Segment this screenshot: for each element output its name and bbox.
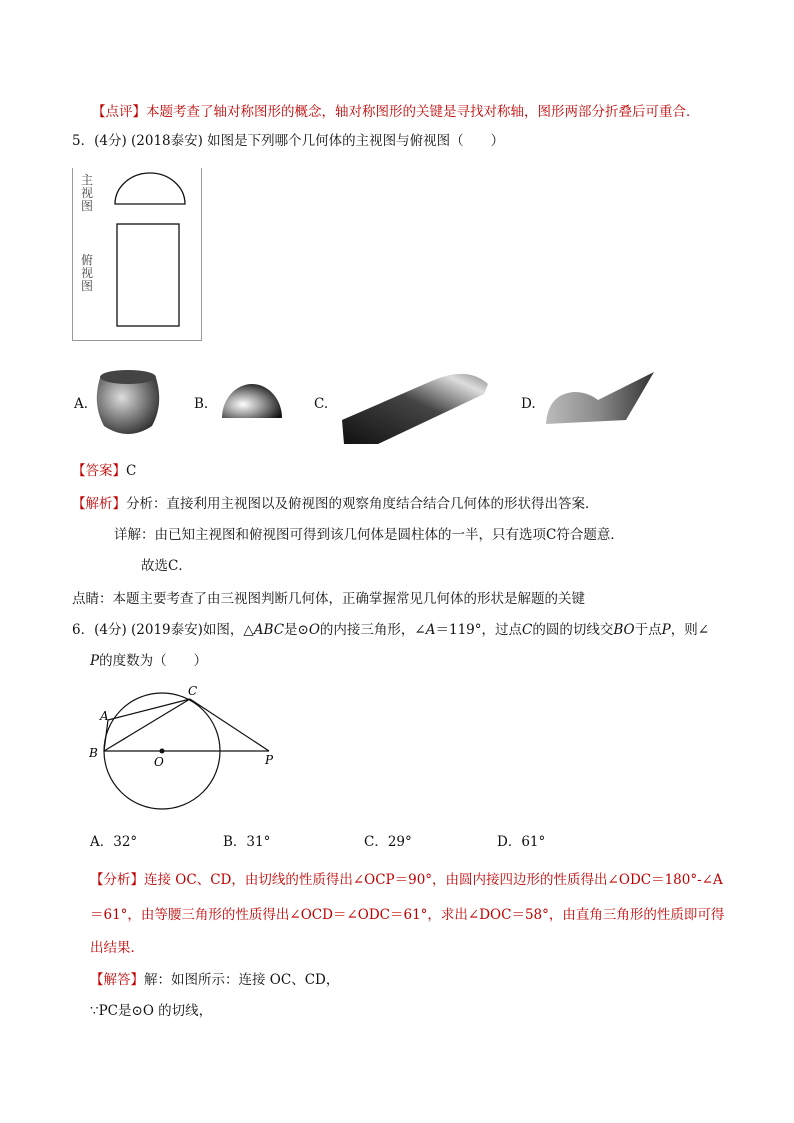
q6-analysis-text1: 连接 OC、CD，由切线的性质得出∠OCP＝90°，由圆内接四边形的性质得出∠ODC＝180°-∠A [144,872,723,888]
segment-ba [104,720,108,751]
label-p: P [265,753,274,767]
q6-stem-line1 [72,620,709,640]
q5-option-c-half-cylinder [338,364,498,448]
analysis-tag: 【解析】 [72,496,126,512]
segment-bc [104,699,190,751]
front-view-semicircle [115,173,185,204]
top-view-label: 俯视图 [81,253,94,293]
answer-tag: 【答案】 [72,463,126,479]
q6-analysis-line3: 出结果． [90,940,144,956]
q5-view-figure [72,168,202,341]
q6-solution-text1: 解：如图所示：连接 OC、CD， [144,972,340,988]
q5-dianjing: 点睛：本题主要考查了由三视图判断几何体，正确掌握常见几何体的形状是解题的关键 [72,591,585,607]
label-b: B [89,746,98,760]
q5-option-b-hemisphere [220,380,284,422]
dianping-line [92,102,700,122]
q6-option-a: A．32° [90,834,138,850]
q6-stem-p: P [661,622,671,638]
q6-solution-line1 [90,970,339,990]
q6-option-c: C．29° [364,834,412,850]
q6-solution-tag: 【解答】 [90,972,144,988]
q5-detail: 详解：由已知主视图和俯视图可得到该几何体是圆柱体的一半，只有选项C符合题意． [114,527,624,543]
q5-option-a-label: A. [74,396,89,412]
q6-stem-part: 的内接三角形，∠ [319,622,426,638]
q6-stem-part: ，则∠ [670,622,710,638]
q5-answer-line [72,461,136,481]
q6-stem-part: 6．(4分) (2019泰安)如图，△ [72,622,254,638]
q6-analysis-tag: 【分析】 [90,872,144,888]
q6-stem-c: C [522,622,533,638]
q6-stem-o: O [308,622,320,638]
q6-circle-figure [86,682,286,822]
top-view-rectangle [117,224,179,326]
q6-option-b: B．31° [223,834,271,850]
q6-analysis-line1 [90,870,723,890]
q6-stem-part: ＝119°，过点 [435,622,523,638]
q5-option-d-label: D. [521,396,536,412]
q5-option-b-label: B. [194,396,209,412]
q6-stem-part: 的度数为（ ） [99,653,208,669]
q5-option-c-label: C. [314,396,329,412]
view-drawings [73,168,201,340]
q6-stem-part: 是⊙ [284,622,309,638]
segment-ac [108,699,190,720]
q6-solution-line2: ∵PC是⊙O 的切线， [90,1003,213,1019]
center-point [160,749,165,754]
q5-option-a-sphere [92,364,164,440]
q6-stem-abc: ABC [253,622,285,638]
dianping-text: 本题考查了轴对称图形的概念，轴对称图形的关键是寻找对称轴，图形两部分折叠后可重合． [146,104,700,120]
dianping-tag: 【点评】 [92,104,146,120]
q5-conclusion: 故选C． [141,558,192,574]
label-o: O [154,755,164,769]
q6-stem-line2 [90,651,207,671]
q6-stem-p2: P [90,653,100,669]
label-c: C [188,684,198,698]
front-view-label: 主视图 [81,173,94,213]
q6-stem-a: A [425,622,436,638]
q6-option-d: D．61° [497,834,546,850]
q5-option-d-solid [544,370,656,428]
q6-stem-part: 的圆的切线交 [532,622,614,638]
q6-stem-part: 于点 [634,622,662,638]
analysis-text: 分析：直接利用主视图以及俯视图的观察角度结合结合几何体的形状得出答案． [126,496,599,512]
label-a: A [100,709,109,723]
tangent-cp [190,699,269,751]
q6-analysis-line2: ＝61°，由等腰三角形的性质得出∠OCD＝∠ODC＝61°，求出∠DOC＝58°，由直角三角形的性质即可得 [90,907,725,923]
q6-stem-bo: BO [613,622,635,638]
q5-analysis-line [72,494,599,514]
q5-stem: 5．(4分) (2018泰安) 如图是下列哪个几何体的主视图与俯视图（ ） [72,133,505,149]
answer-value: C [126,463,137,479]
